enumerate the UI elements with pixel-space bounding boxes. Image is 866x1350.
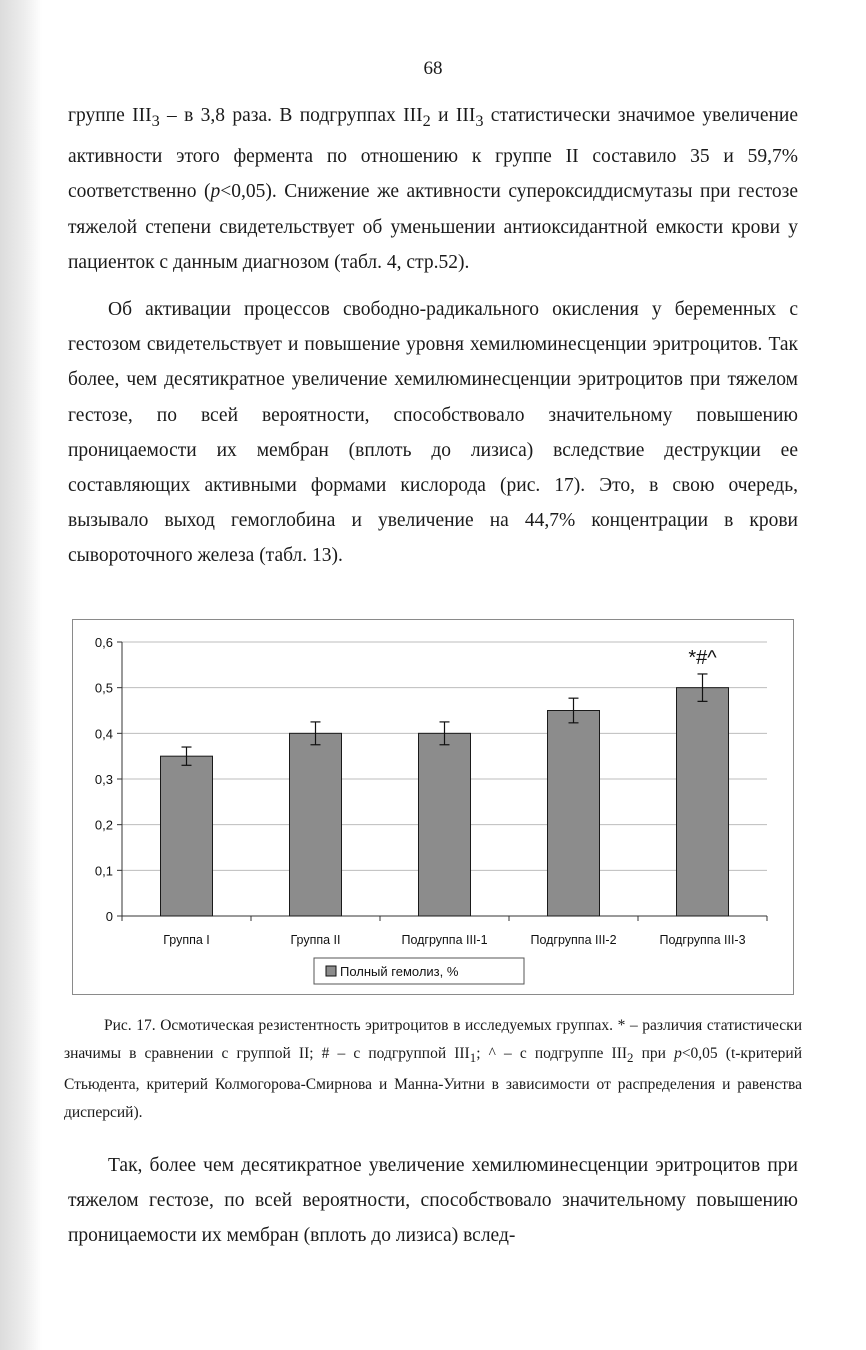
hemolysis-bar-chart: [72, 619, 794, 995]
legend-swatch: [326, 966, 336, 976]
legend-label: Полный гемолиз, %: [340, 964, 459, 979]
significance-label: *#^: [688, 646, 717, 669]
bar: [161, 756, 213, 916]
x-tick-label: Подгруппа III-3: [659, 933, 746, 947]
scan-edge-shadow: [0, 0, 42, 1350]
paragraph-3: Так, более чем десятикратное увеличение хемилюминесценции эритроцитов при тяжелом гестозе, по всей вероятности, способствовало значительному повышению проницаемости их мембран (вплоть до лизиса) вслед-: [68, 1155, 798, 1247]
y-tick-label: 0,5: [94, 680, 113, 696]
figure-caption: Рис. 17. Осмотическая резистентность эритроцитов в исследуемых группах. * – различия статистически значимы в сравнении с группой II; # – с подгруппой $III_1$; ^ – с подгруппе $III_2$ при p<0,05 (t-критерий Стьюдента, критерий Колмогорова-Смирнова и Манна-Уитни в зависимости от распределения и равенства дисперсий).: [64, 1017, 802, 1121]
page-number: 68: [423, 58, 443, 79]
x-tick-label: Группа I: [163, 933, 210, 947]
y-tick-label: 0,4: [94, 726, 113, 742]
bar: [677, 688, 729, 916]
x-tick-label: Подгруппа III-2: [530, 933, 617, 947]
y-tick-label: 0,3: [94, 772, 113, 787]
y-tick-label: 0,2: [94, 817, 113, 833]
chart-legend: [314, 958, 524, 984]
paragraph-1: группе $III_3$ – в 3,8 раза. В подгруппах $III_2$ и $III_3$ статистически значимое увеличение активности этого фермента по отношению к группе II составило 35 и 59,7% соответственно (p<0,05). Снижение же активности супероксиддисмутазы при гестозе тяжелой степени свидетельствует об уменьшении антиоксидантной емкости крови у пациенток с данным диагнозом (табл. 4, стр.52).: [68, 105, 799, 273]
y-tick-label: 0: [105, 909, 113, 924]
bar: [548, 711, 600, 917]
bar: [419, 733, 471, 916]
x-tick-label: Группа II: [290, 933, 341, 947]
paragraph-2: Об активации процессов свободно-радикального окисления у беременных с гестозом свидетельствует и повышение уровня хемилюминесценции эритроцитов. Так более, чем десятикратное увеличение хемилюминесценции эритроцитов при тяжелом гестозе, по всей вероятности, способствовало значительному повышению проницаемости их мембран (вплоть до лизиса) вследствие деструкции ее составляющих активными формами кислорода (рис. 17). Это, в свою очередь, вызывало выход гемоглобина и увеличение на 44,7% концентрации в крови сывороточного железа (табл. 13).: [68, 299, 798, 567]
chart-bars: [161, 674, 729, 916]
chart-svg: [73, 620, 795, 996]
x-tick-label: Подгруппа III-1: [401, 933, 488, 947]
y-tick-label: 0,1: [94, 863, 113, 879]
bar: [290, 733, 342, 916]
y-tick-label: 0,6: [94, 635, 113, 650]
